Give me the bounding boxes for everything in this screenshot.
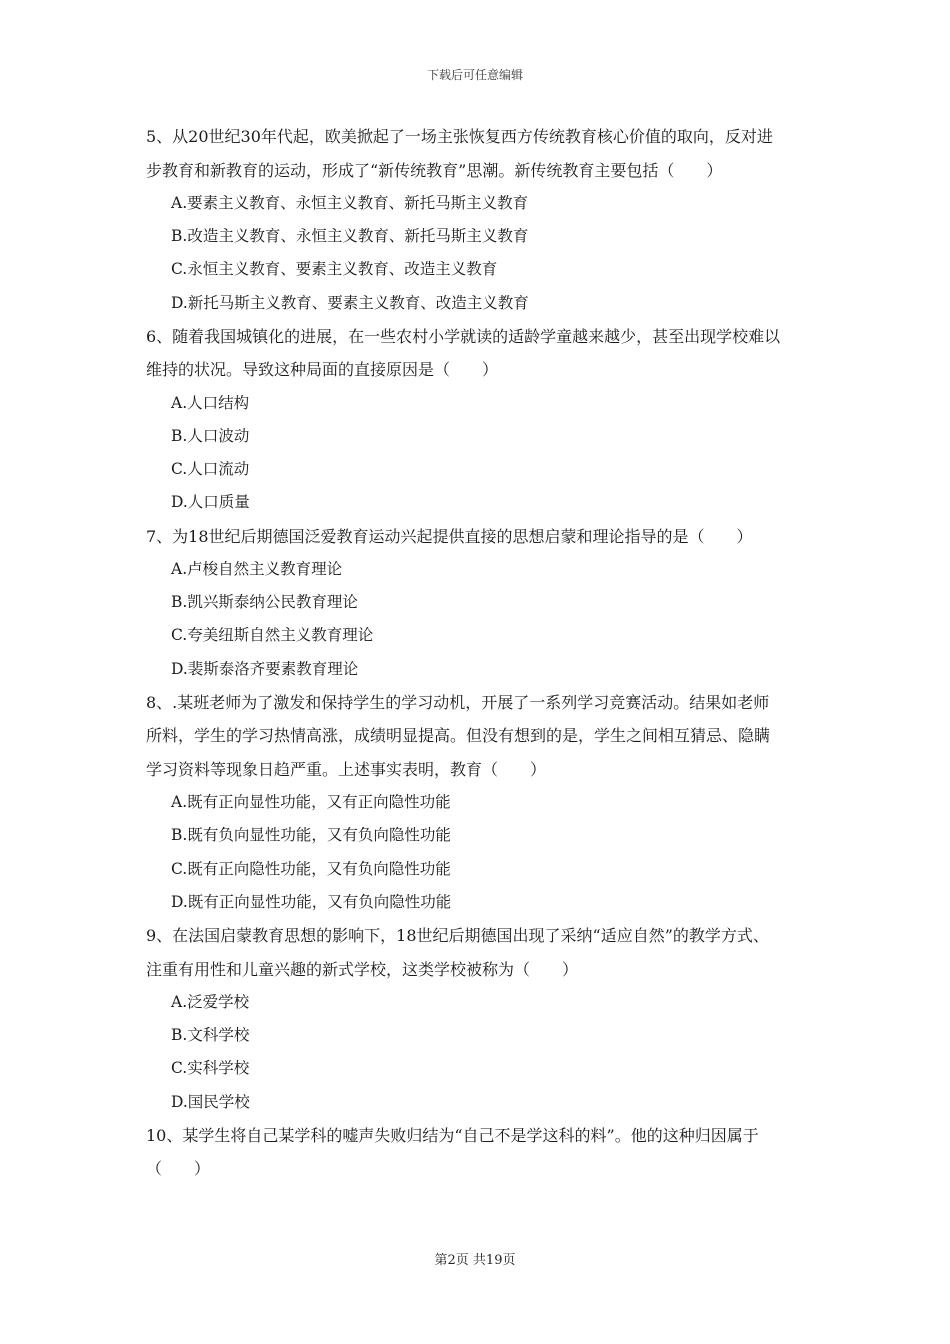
option-b: B.人口波动 [171, 426, 250, 445]
option-c: C.实科学校 [171, 1059, 250, 1078]
option-b: B.既有负向显性功能，又有负向隐性功能 [171, 826, 451, 845]
question-text-line: 6、随着我国城镇化的进展，在一些农村小学就读的适龄学童越来越少，甚至出现学校难以 [146, 326, 781, 346]
question-text-line: 7、为18世纪后期德国泛爱教育运动兴起提供直接的思想启蒙和理论指导的是（ ） [146, 526, 753, 546]
option-b: B.文科学校 [171, 1026, 250, 1045]
question-list [146, 120, 818, 1186]
option-a: A.人口结构 [171, 393, 250, 412]
question-text-line: 学习资料等现象日趋严重。上述事实表明，教育（ ） [146, 759, 547, 779]
page-footer: 第2页 共19页 [434, 1253, 516, 1268]
option-c: C.永恒主义教育、要素主义教育、改造主义教育 [171, 260, 498, 279]
option-d: D.新托马斯主义教育、要素主义教育、改造主义教育 [171, 293, 529, 312]
option-d: D.既有正向显性功能，又有负向隐性功能 [171, 892, 452, 911]
question-text-line: 所料，学生的学习热情高涨，成绩明显提高。但没有想到的是，学生之间相互猜忌、隐瞒 [146, 726, 771, 746]
question-text-line: 9、在法国启蒙教育思想的影响下，18世纪后期德国出现了采纳“适应自然”的教学方式、 [146, 926, 769, 945]
question-text-line: 步教育和新教育的运动，形成了“新传统教育”思潮。新传统教育主要包括（ ） [146, 160, 723, 180]
question-9 [146, 919, 818, 1119]
question-text-line: 维持的状况。导致这种局面的直接原因是（ ） [146, 360, 499, 380]
option-d: D.国民学校 [171, 1092, 250, 1111]
page-header: 下载后可任意编辑 [426, 68, 523, 82]
question-text-line: 8、.某班老师为了激发和保持学生的学习动机，开展了一系列学习竞赛活动。结果如老师 [146, 692, 770, 712]
option-a: A.卢梭自然主义教育理论 [171, 560, 343, 578]
question-text-line: 5、从20世纪30年代起，欧美掀起了一场主张恢复西方传统教育核心价值的取向，反对进 [146, 127, 773, 146]
option-a: A.要素主义教育、永恒主义教育、新托马斯主义教育 [171, 194, 529, 212]
option-a: A.泛爱学校 [171, 993, 250, 1011]
question-text-line: （ ） [146, 1159, 211, 1179]
question-5 [146, 120, 818, 320]
question-6 [146, 320, 818, 520]
option-c: C.人口流动 [171, 460, 250, 479]
question-text-line: 注重有用性和儿童兴趣的新式学校，这类学校被称为（ ） [146, 959, 579, 979]
option-a: A.既有正向显性功能，又有正向隐性功能 [171, 793, 451, 812]
option-c: C.既有正向隐性功能，又有负向隐性功能 [171, 859, 451, 878]
question-8 [146, 686, 818, 919]
option-c: C.夸美纽斯自然主义教育理论 [171, 626, 374, 645]
option-b: B.凯兴斯泰纳公民教育理论 [171, 593, 358, 612]
option-d: D.裴斯泰洛齐要素教育理论 [171, 659, 359, 678]
option-d: D.人口质量 [171, 493, 250, 512]
question-7 [146, 520, 818, 686]
option-b: B.改造主义教育、永恒主义教育、新托马斯主义教育 [171, 227, 529, 246]
question-10 [146, 1119, 818, 1186]
question-text-line: 10、某学生将自己某学科的嘘声失败归结为“自己不是学这科的料”。他的这种归因属于 [146, 1125, 759, 1145]
